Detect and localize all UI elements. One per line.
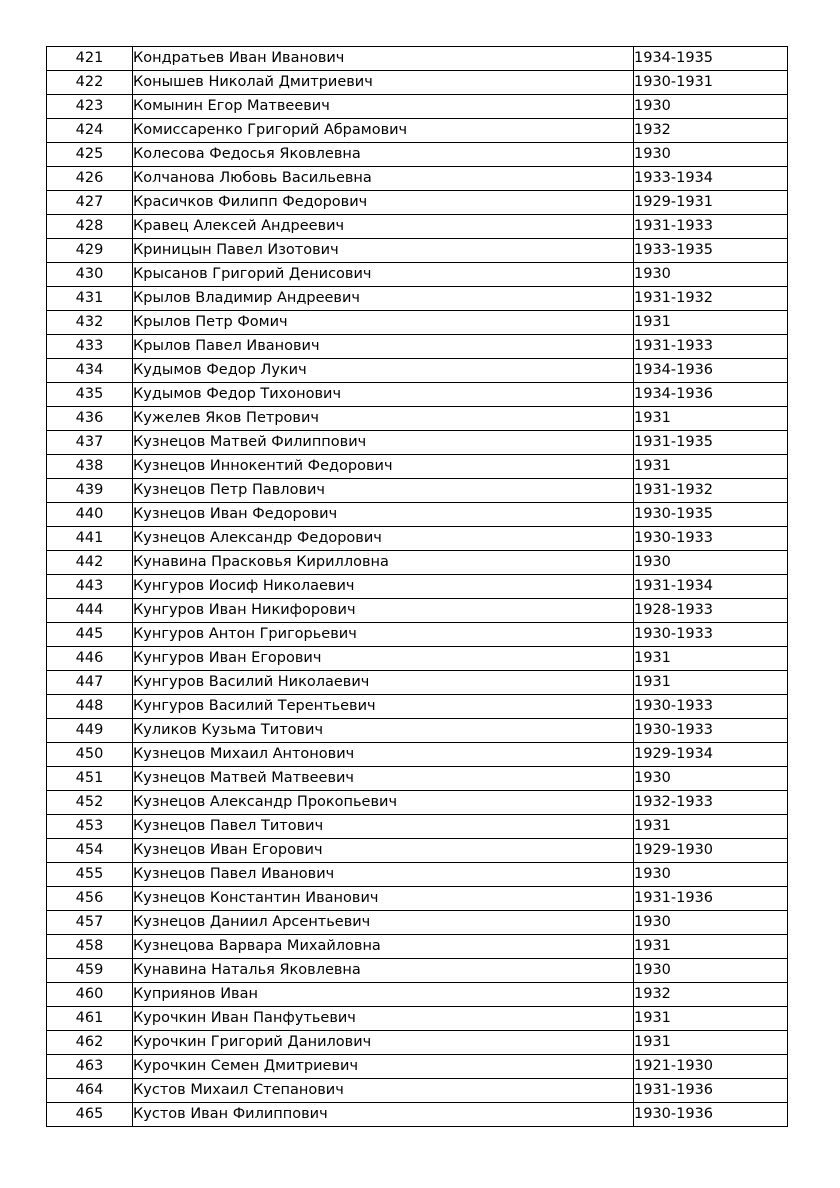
record-number: 448 — [47, 695, 133, 719]
record-years: 1932 — [634, 119, 788, 143]
table-row — [47, 191, 788, 215]
record-years: 1934-1936 — [634, 383, 788, 407]
table-row — [47, 791, 788, 815]
record-number: 432 — [47, 311, 133, 335]
record-full-name: Колчанова Любовь Васильевна — [133, 167, 634, 191]
record-full-name: Куприянов Иван — [133, 983, 634, 1007]
record-number: 422 — [47, 71, 133, 95]
table-row — [47, 431, 788, 455]
record-years: 1930-1936 — [634, 1103, 788, 1127]
record-full-name: Курочкин Григорий Данилович — [133, 1031, 634, 1055]
record-full-name: Комынин Егор Матвеевич — [133, 95, 634, 119]
record-full-name: Кузнецов Павел Иванович — [133, 863, 634, 887]
record-full-name: Кузнецов Александр Федорович — [133, 527, 634, 551]
records-table-body — [47, 47, 788, 1127]
record-full-name: Кузнецов Михаил Антонович — [133, 743, 634, 767]
record-full-name: Кустов Михаил Степанович — [133, 1079, 634, 1103]
record-number: 459 — [47, 959, 133, 983]
record-years: 1930-1933 — [634, 623, 788, 647]
record-number: 447 — [47, 671, 133, 695]
record-full-name: Колесова Федосья Яковлевна — [133, 143, 634, 167]
record-years: 1931 — [634, 1007, 788, 1031]
record-number: 458 — [47, 935, 133, 959]
record-number: 425 — [47, 143, 133, 167]
record-full-name: Кузнецов Константин Иванович — [133, 887, 634, 911]
table-row — [47, 599, 788, 623]
record-number: 439 — [47, 479, 133, 503]
table-row — [47, 1055, 788, 1079]
record-full-name: Кузнецова Варвара Михайловна — [133, 935, 634, 959]
record-number: 463 — [47, 1055, 133, 1079]
record-years: 1930-1935 — [634, 503, 788, 527]
record-number: 434 — [47, 359, 133, 383]
table-row — [47, 263, 788, 287]
table-row — [47, 527, 788, 551]
table-row — [47, 1031, 788, 1055]
record-full-name: Кунгуров Иван Никифорович — [133, 599, 634, 623]
record-full-name: Кунавина Наталья Яковлевна — [133, 959, 634, 983]
record-years: 1921-1930 — [634, 1055, 788, 1079]
record-years: 1931-1932 — [634, 287, 788, 311]
record-number: 426 — [47, 167, 133, 191]
record-years: 1933-1934 — [634, 167, 788, 191]
record-number: 446 — [47, 647, 133, 671]
record-full-name: Кузнецов Матвей Матвеевич — [133, 767, 634, 791]
record-full-name: Кунгуров Антон Григорьевич — [133, 623, 634, 647]
record-years: 1930-1933 — [634, 719, 788, 743]
record-years: 1930 — [634, 263, 788, 287]
record-years: 1930-1933 — [634, 695, 788, 719]
record-full-name: Кузнецов Даниил Арсентьевич — [133, 911, 634, 935]
record-years: 1930 — [634, 767, 788, 791]
record-years: 1934-1936 — [634, 359, 788, 383]
record-full-name: Кужелев Яков Петрович — [133, 407, 634, 431]
record-full-name: Красичков Филипп Федорович — [133, 191, 634, 215]
record-full-name: Кунгуров Василий Терентьевич — [133, 695, 634, 719]
record-years: 1931-1932 — [634, 479, 788, 503]
table-row — [47, 647, 788, 671]
record-full-name: Кузнецов Иннокентий Федорович — [133, 455, 634, 479]
record-number: 433 — [47, 335, 133, 359]
record-number: 435 — [47, 383, 133, 407]
table-row — [47, 863, 788, 887]
record-full-name: Кунгуров Василий Николаевич — [133, 671, 634, 695]
record-number: 445 — [47, 623, 133, 647]
table-row — [47, 983, 788, 1007]
record-years: 1930 — [634, 911, 788, 935]
record-years: 1931 — [634, 815, 788, 839]
record-years: 1928-1933 — [634, 599, 788, 623]
record-number: 423 — [47, 95, 133, 119]
table-row — [47, 407, 788, 431]
record-years: 1933-1935 — [634, 239, 788, 263]
record-number: 461 — [47, 1007, 133, 1031]
record-number: 455 — [47, 863, 133, 887]
table-row — [47, 815, 788, 839]
table-row — [47, 935, 788, 959]
record-years: 1930 — [634, 863, 788, 887]
record-full-name: Курочкин Иван Панфутьевич — [133, 1007, 634, 1031]
record-number: 456 — [47, 887, 133, 911]
table-row — [47, 455, 788, 479]
record-years: 1931-1934 — [634, 575, 788, 599]
table-row — [47, 167, 788, 191]
record-number: 421 — [47, 47, 133, 71]
record-number: 460 — [47, 983, 133, 1007]
record-full-name: Курочкин Семен Дмитриевич — [133, 1055, 634, 1079]
record-years: 1931 — [634, 647, 788, 671]
table-row — [47, 335, 788, 359]
record-years: 1931 — [634, 1031, 788, 1055]
record-full-name: Кондратьев Иван Иванович — [133, 47, 634, 71]
record-years: 1930 — [634, 959, 788, 983]
table-row — [47, 1007, 788, 1031]
record-number: 464 — [47, 1079, 133, 1103]
record-years: 1930 — [634, 143, 788, 167]
record-full-name: Кузнецов Павел Титович — [133, 815, 634, 839]
record-number: 451 — [47, 767, 133, 791]
record-years: 1931 — [634, 671, 788, 695]
record-number: 431 — [47, 287, 133, 311]
record-number: 450 — [47, 743, 133, 767]
table-row — [47, 623, 788, 647]
record-number: 442 — [47, 551, 133, 575]
table-row — [47, 143, 788, 167]
record-years: 1930 — [634, 95, 788, 119]
record-number: 429 — [47, 239, 133, 263]
table-row — [47, 887, 788, 911]
record-number: 427 — [47, 191, 133, 215]
table-row — [47, 359, 788, 383]
record-number: 430 — [47, 263, 133, 287]
table-row — [47, 743, 788, 767]
record-number: 424 — [47, 119, 133, 143]
record-years: 1929-1931 — [634, 191, 788, 215]
record-years: 1931-1936 — [634, 1079, 788, 1103]
record-full-name: Кустов Иван Филиппович — [133, 1103, 634, 1127]
record-years: 1934-1935 — [634, 47, 788, 71]
table-row — [47, 671, 788, 695]
record-full-name: Кузнецов Матвей Филиппович — [133, 431, 634, 455]
record-full-name: Крылов Владимир Андреевич — [133, 287, 634, 311]
record-years: 1931-1935 — [634, 431, 788, 455]
record-number: 437 — [47, 431, 133, 455]
table-row — [47, 47, 788, 71]
table-row — [47, 1103, 788, 1127]
record-full-name: Кузнецов Петр Павлович — [133, 479, 634, 503]
record-full-name: Кудымов Федор Лукич — [133, 359, 634, 383]
table-row — [47, 959, 788, 983]
record-number: 462 — [47, 1031, 133, 1055]
table-row — [47, 287, 788, 311]
record-number: 428 — [47, 215, 133, 239]
record-number: 438 — [47, 455, 133, 479]
record-number: 454 — [47, 839, 133, 863]
record-full-name: Кудымов Федор Тихонович — [133, 383, 634, 407]
record-full-name: Криницын Павел Изотович — [133, 239, 634, 263]
record-full-name: Кунгуров Иосиф Николаевич — [133, 575, 634, 599]
record-full-name: Конышев Николай Дмитриевич — [133, 71, 634, 95]
record-number: 440 — [47, 503, 133, 527]
record-years: 1931 — [634, 407, 788, 431]
record-number: 453 — [47, 815, 133, 839]
record-number: 441 — [47, 527, 133, 551]
table-row — [47, 551, 788, 575]
record-full-name: Кунавина Прасковья Кирилловна — [133, 551, 634, 575]
table-row — [47, 839, 788, 863]
table-row — [47, 119, 788, 143]
table-row — [47, 479, 788, 503]
record-full-name: Кузнецов Иван Федорович — [133, 503, 634, 527]
table-row — [47, 239, 788, 263]
record-full-name: Кузнецов Александр Прокопьевич — [133, 791, 634, 815]
table-row — [47, 71, 788, 95]
table-row — [47, 95, 788, 119]
record-number: 449 — [47, 719, 133, 743]
table-row — [47, 383, 788, 407]
table-row — [47, 695, 788, 719]
record-full-name: Кунгуров Иван Егорович — [133, 647, 634, 671]
record-full-name: Крылов Павел Иванович — [133, 335, 634, 359]
record-years: 1930 — [634, 551, 788, 575]
record-full-name: Крысанов Григорий Денисович — [133, 263, 634, 287]
record-years: 1930-1931 — [634, 71, 788, 95]
record-full-name: Комиссаренко Григорий Абрамович — [133, 119, 634, 143]
record-years: 1932 — [634, 983, 788, 1007]
record-full-name: Куликов Кузьма Титович — [133, 719, 634, 743]
record-number: 465 — [47, 1103, 133, 1127]
record-years: 1931 — [634, 311, 788, 335]
record-full-name: Кузнецов Иван Егорович — [133, 839, 634, 863]
table-row — [47, 767, 788, 791]
record-years: 1929-1930 — [634, 839, 788, 863]
table-row — [47, 911, 788, 935]
record-number: 444 — [47, 599, 133, 623]
record-years: 1929-1934 — [634, 743, 788, 767]
record-years: 1931 — [634, 935, 788, 959]
record-years: 1931-1936 — [634, 887, 788, 911]
record-years: 1930-1933 — [634, 527, 788, 551]
records-table — [46, 46, 788, 1127]
record-number: 457 — [47, 911, 133, 935]
table-row — [47, 575, 788, 599]
record-years: 1931 — [634, 455, 788, 479]
record-full-name: Кравец Алексей Андреевич — [133, 215, 634, 239]
table-row — [47, 311, 788, 335]
table-row — [47, 215, 788, 239]
record-years: 1931-1933 — [634, 215, 788, 239]
record-years: 1932-1933 — [634, 791, 788, 815]
record-number: 443 — [47, 575, 133, 599]
table-row — [47, 503, 788, 527]
record-number: 452 — [47, 791, 133, 815]
table-row — [47, 1079, 788, 1103]
record-number: 436 — [47, 407, 133, 431]
record-years: 1931-1933 — [634, 335, 788, 359]
table-row — [47, 719, 788, 743]
record-full-name: Крылов Петр Фомич — [133, 311, 634, 335]
